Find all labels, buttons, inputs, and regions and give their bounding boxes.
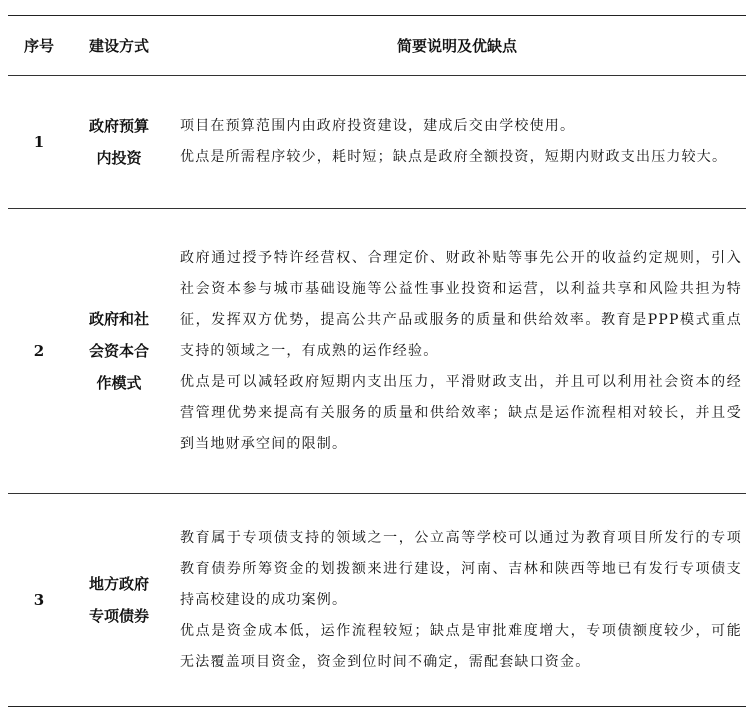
method-line: 专项债券: [88, 607, 149, 625]
description-paragraph: 教育属于专项债支持的领域之一，公立高等学校可以通过为教育项目所发行的专项教育债券所筹资金的划拨额来进行建设，河南、吉林和陕西等地已有发行专项债支持高校建设的成功案例。: [180, 529, 742, 608]
method-line: 作模式: [96, 374, 142, 392]
table-row: [8, 494, 746, 707]
method-line: 政府预算: [88, 117, 149, 135]
method-line: 政府和社: [88, 310, 149, 328]
table-row: [8, 209, 746, 494]
header-description: 简要说明及优缺点: [168, 16, 746, 76]
table-row: [8, 76, 746, 209]
row-description: [168, 76, 746, 209]
table-header-row: [8, 16, 746, 76]
method-line: 地方政府: [88, 575, 149, 593]
pros-cons-paragraph: 优点是所需程序较少，耗时短；缺点是政府全额投资，短期内财政支出压力较大。: [180, 149, 728, 165]
description-paragraph: 政府通过授予特许经营权、合理定价、财政补贴等事先公开的收益约定规则，引入社会资本参与城市基础设施等公益性事业投资和运营，以利益共享和风险共担为特征，发挥双方优势，提高公共产品或服务的质量和供给效率。教育是PPP模式重点支持的领域之一，有成熟的运作经验。: [180, 249, 742, 359]
method-line: 内投资: [96, 149, 142, 167]
row-number: 3: [8, 494, 70, 707]
row-method: [70, 494, 168, 707]
row-method: [70, 209, 168, 494]
row-number: 1: [8, 76, 70, 209]
construction-methods-table: [8, 15, 746, 707]
method-line: 会资本合: [88, 342, 149, 360]
row-method: [70, 76, 168, 209]
pros-cons-paragraph: 优点是可以减轻政府短期内支出压力，平滑财政支出，并且可以利用社会资本的经营管理优势来提高有关服务的质量和供给效率；缺点是运作流程相对较长，并且受到当地财承空间的限制。: [180, 373, 742, 452]
pros-cons-paragraph: 优点是资金成本低，运作流程较短；缺点是审批难度增大，专项债额度较少，可能无法覆盖项目资金，资金到位时间不确定，需配套缺口资金。: [180, 622, 742, 670]
description-paragraph: 项目在预算范围内由政府投资建设，建成后交由学校使用。: [180, 118, 576, 134]
header-construction-method: 建设方式: [70, 16, 168, 76]
row-description: [168, 209, 746, 494]
row-description: [168, 494, 746, 707]
row-number: 2: [8, 209, 70, 494]
header-number: 序号: [8, 16, 70, 76]
